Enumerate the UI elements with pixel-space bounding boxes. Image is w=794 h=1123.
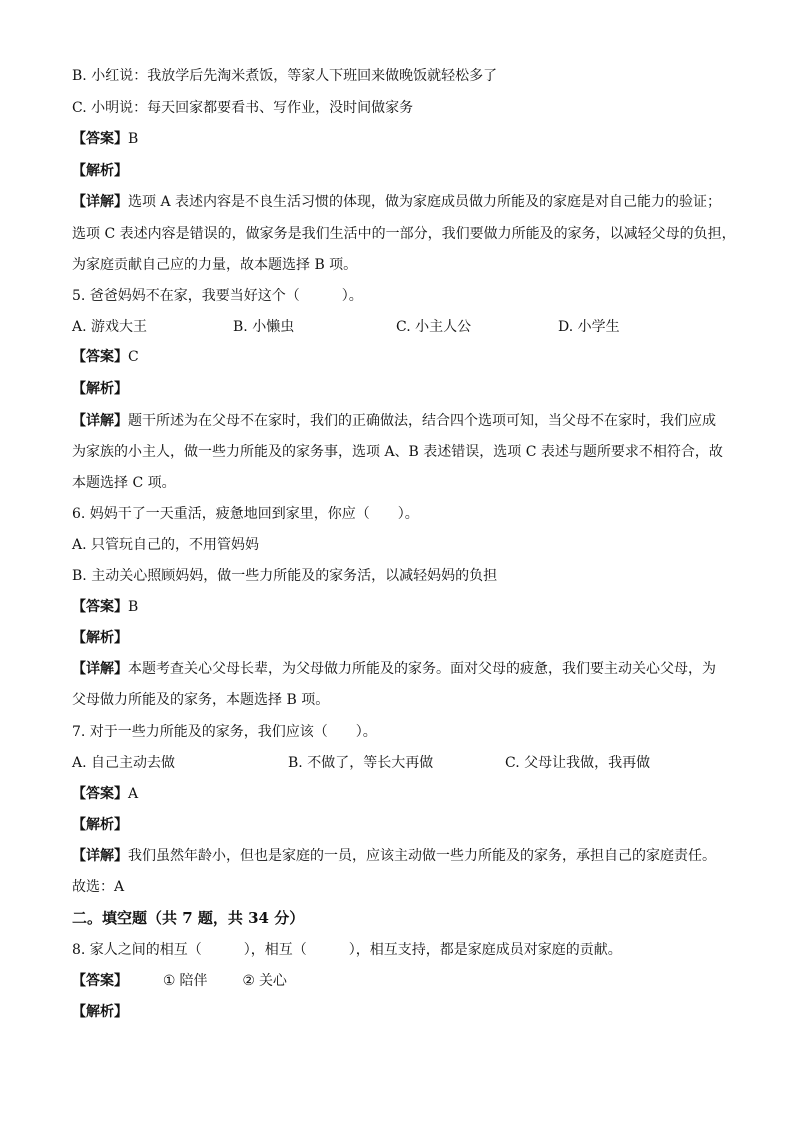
q5-option-b: B. 小懒虫 — [233, 319, 295, 335]
q5-stem: 5. 爸爸妈妈不在家，我要当好这个（ ）。 — [72, 288, 363, 304]
answer-value: A — [128, 786, 139, 802]
q5-option-d: D. 小学生 — [558, 319, 620, 335]
q5-detail-line-3: 本题选择 C 项。 — [72, 475, 176, 491]
q5-answer — [72, 347, 139, 367]
q6-detail-line-1 — [72, 659, 716, 679]
q5-option-c: C. 小主人公 — [396, 319, 472, 335]
blank-2-answer: 关心 — [258, 973, 287, 989]
detail-text: 题干所述为在父母不在家时，我们的正确做法，结合四个选项可知，当父母不在家时，我们应成 — [128, 413, 716, 429]
q4-answer — [72, 129, 138, 149]
answer-tag: 【答案】 — [72, 349, 128, 365]
blank-1-marker: ① — [162, 973, 176, 989]
answer-tag: 【答案】 — [72, 973, 128, 989]
q7-option-a: A. 自己主动去做 — [72, 755, 176, 771]
q4-option-b: B. 小红说：我放学后先淘米煮饭，等家人下班回来做晚饭就轻松多了 — [72, 68, 498, 84]
answer-value: B — [128, 131, 139, 147]
q7-detail-line-1 — [72, 846, 716, 866]
q4-option-c: C. 小明说：每天回家都要看书、写作业，没时间做家务 — [72, 100, 414, 116]
q4-detail-line-2: 选项 C 表述内容是错误的，做家务是我们生活中的一部分，我们要做力所能及的家务，以减轻父母的负担， — [72, 226, 736, 242]
detail-text: 我们虽然年龄小，但也是家庭的一员，应该主动做一些力所能及的家务，承担自己的家庭责任。 — [128, 848, 716, 864]
detail-tag: 【详解】 — [72, 194, 128, 210]
detail-text: 选项 A 表述内容是不良生活习惯的体现，做为家庭成员做力所能及的家庭是对自己能力的验证； — [128, 194, 722, 210]
section-title: 二。填空题（共 7 题，共 34 分） — [72, 909, 305, 927]
q6-option-b: B. 主动关心照顾妈妈，做一些力所能及的家务活，以减轻妈妈的负担 — [72, 568, 498, 584]
q6-stem: 6. 妈妈干了一天重活，疲惫地回到家里，你应（ ）。 — [72, 506, 419, 522]
blank-1-answer: 陪伴 — [179, 973, 208, 989]
q4-detail-line-1 — [72, 192, 721, 212]
q6-analysis-tag: 【解析】 — [72, 630, 128, 646]
q4-detail-line-3: 为家庭贡献自己应的力量，故本题选择 B 项。 — [72, 257, 358, 273]
q7-option-c: C. 父母让我做，我再做 — [505, 755, 651, 771]
q5-detail-line-2: 为家族的小主人，做一些力所能及的家务事，选项 A、B 表述错误，选项 C 表述与题所要求不相符合，故 — [72, 444, 723, 460]
detail-tag: 【详解】 — [72, 413, 128, 429]
answer-value: B — [128, 599, 139, 615]
q7-analysis-tag: 【解析】 — [72, 817, 128, 833]
q8-analysis-tag: 【解析】 — [72, 1004, 128, 1020]
detail-tag: 【详解】 — [72, 848, 128, 864]
q8-answer — [72, 971, 287, 991]
answer-tag: 【答案】 — [72, 131, 128, 147]
q4-analysis-tag: 【解析】 — [72, 163, 128, 179]
q5-detail-line-1 — [72, 411, 716, 431]
answer-tag: 【答案】 — [72, 786, 128, 802]
q8-stem: 8. 家人之间的相互（ ），相互（ ），相互支持，都是家庭成员对家庭的贡献。 — [72, 942, 622, 958]
q5-analysis-tag: 【解析】 — [72, 381, 128, 397]
detail-text: 本题考查关心父母长辈，为父母做力所能及的家务。面对父母的疲惫，我们要主动关心父母，为 — [128, 661, 716, 677]
blank-2-marker: ② — [242, 973, 255, 989]
q7-answer — [72, 784, 138, 804]
answer-value: C — [128, 349, 139, 365]
q6-option-a: A. 只管玩自己的，不用管妈妈 — [72, 537, 260, 553]
q5-option-a: A. 游戏大王 — [72, 319, 148, 335]
q7-stem: 7. 对于一些力所能及的家务，我们应该（ ）。 — [72, 724, 377, 740]
answer-tag: 【答案】 — [72, 599, 128, 615]
q6-detail-line-2: 父母做力所能及的家务，本题选择 B 项。 — [72, 692, 330, 708]
q7-conclusion: 故选：A — [72, 879, 125, 895]
q7-option-b: B. 不做了，等长大再做 — [288, 755, 434, 771]
detail-tag: 【详解】 — [72, 661, 128, 677]
q6-answer — [72, 597, 138, 617]
